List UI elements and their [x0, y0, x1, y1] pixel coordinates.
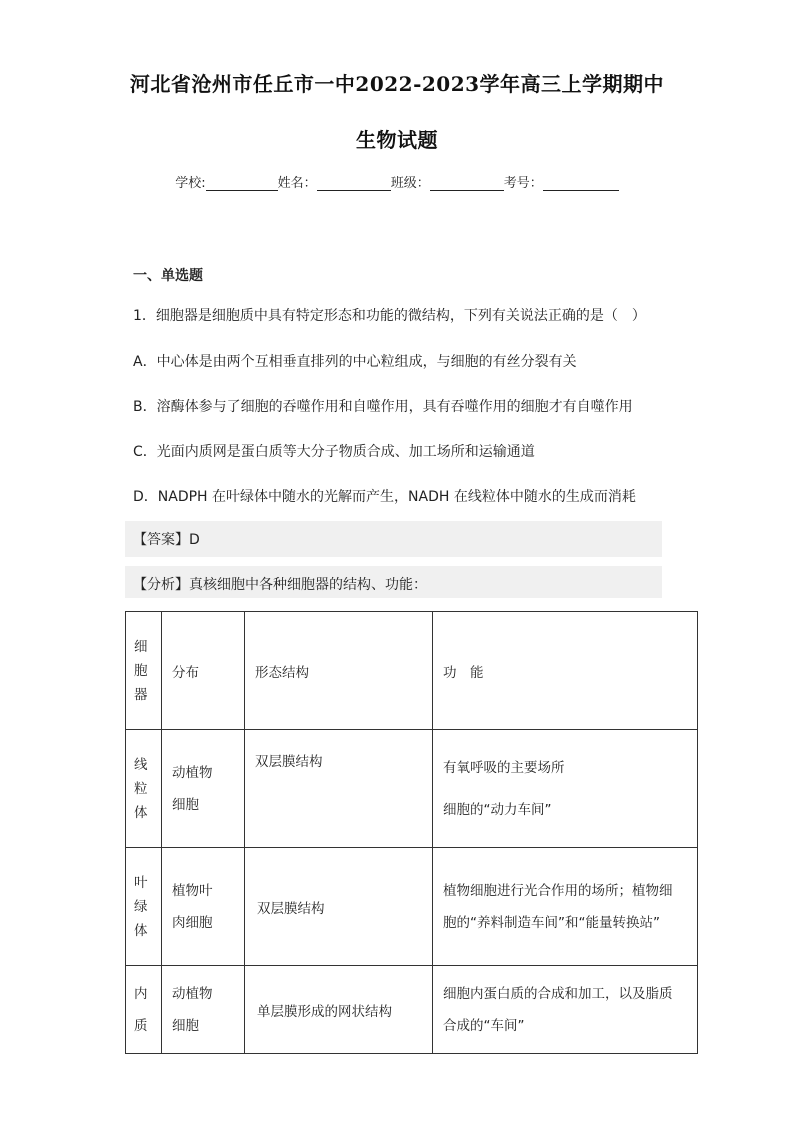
row-distribution-cell	[162, 848, 245, 966]
distribution-line: 细胞	[172, 796, 199, 813]
class-blank[interactable]	[430, 176, 504, 191]
organelle-table	[125, 611, 698, 1054]
table-row	[126, 966, 698, 1054]
row-name-cell: 内质	[126, 966, 162, 1054]
distribution-line: 动植物	[172, 764, 213, 781]
header-cell: 形态结构	[245, 612, 433, 730]
header-cell: 功 能	[433, 612, 698, 730]
school-label: 学校:	[175, 176, 206, 191]
row-distribution-cell	[162, 966, 245, 1054]
function-line: 有氧呼吸的主要场所	[443, 759, 565, 776]
class-label: 班级：	[390, 176, 430, 191]
id-label: 考号：	[503, 176, 543, 191]
row-structure-cell: 双层膜结构	[245, 848, 433, 966]
option-c: C．光面内质网是蛋白质等大分子物质合成、加工场所和运输通道	[133, 444, 535, 460]
page-subtitle: 生物试题	[356, 128, 438, 152]
row-name-cell: 叶绿体	[126, 848, 162, 966]
question-stem: 1．细胞器是细胞质中具有特定形态和功能的微结构，下列有关说法正确的是（ ）	[133, 308, 646, 324]
student-info-row	[0, 172, 794, 191]
distribution-line: 细胞	[172, 1017, 199, 1034]
option-a: A．中心体是由两个互相垂直排列的中心粒组成，与细胞的有丝分裂有关	[133, 354, 577, 370]
table-row	[126, 848, 698, 966]
option-b: B．溶酶体参与了细胞的吞噬作用和自噬作用，具有吞噬作用的细胞才有自噬作用	[133, 399, 633, 415]
analysis-text: 【分析】真核细胞中各种细胞器的结构、功能：	[133, 577, 427, 593]
distribution-line: 植物叶	[172, 882, 213, 899]
function-line: 细胞的“动力车间”	[443, 801, 552, 818]
function-line: 合成的“车间”	[443, 1017, 525, 1034]
row-structure-cell: 双层膜结构	[245, 730, 433, 848]
distribution-line: 动植物	[172, 985, 213, 1002]
table-row	[126, 730, 698, 848]
table-header-row	[126, 612, 698, 730]
distribution-line: 肉细胞	[172, 914, 213, 931]
row-function-cell	[433, 966, 698, 1054]
school-blank[interactable]	[206, 176, 278, 191]
answer-text: 【答案】D	[133, 532, 200, 548]
page-title: 河北省沧州市任丘市一中2022-2023学年高三上学期期中	[129, 72, 665, 96]
analysis-box	[125, 566, 662, 598]
section-heading: 一、单选题	[133, 268, 203, 284]
name-label: 姓名：	[277, 176, 317, 191]
answer-box	[125, 521, 662, 557]
function-line: 细胞内蛋白质的合成和加工，以及脂质	[443, 985, 673, 1002]
row-function-cell	[433, 730, 698, 848]
header-cell: 分布	[162, 612, 245, 730]
header-cell: 细胞器	[126, 612, 162, 730]
row-function-cell	[433, 848, 698, 966]
row-distribution-cell	[162, 730, 245, 848]
option-d: D．NADPH 在叶绿体中随水的光解而产生，NADH 在线粒体中随水的生成而消耗	[133, 489, 636, 505]
row-name-cell: 线粒体	[126, 730, 162, 848]
function-line: 植物细胞进行光合作用的场所；植物细	[443, 882, 673, 899]
row-structure-cell: 单层膜形成的网状结构	[245, 966, 433, 1054]
function-line: 胞的“养料制造车间”和“能量转换站”	[443, 914, 660, 931]
name-blank[interactable]	[317, 176, 391, 191]
id-blank[interactable]	[543, 176, 619, 191]
